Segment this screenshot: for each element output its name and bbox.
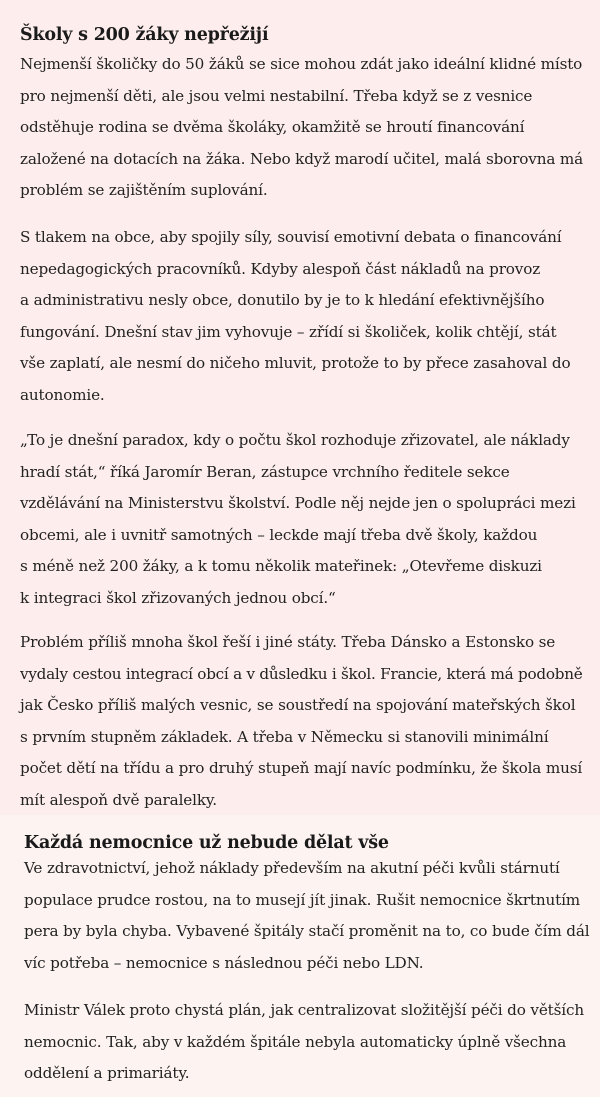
text-line: Nejmenší školičky do 50 žáků se sice mohou zdát jako ideální klidné místo [20, 55, 583, 73]
paragraph [20, 222, 586, 412]
text-line: fungování. Dnešní stav jim vyhovuje – zřídí si školiček, kolik chtějí, stát [20, 322, 557, 341]
text-line: s méně než 200 žáky, a k tomu několik mateřinek: „Otevřeme diskuzi [20, 557, 542, 576]
text-line: autonomie. [20, 385, 105, 404]
text-line: počet dětí na třídu a pro druhý stupeň mají navíc podmínku, že škola musí [20, 759, 583, 778]
section-heading: Školy s 200 žáky nepřežijí [20, 24, 269, 45]
section-hospitals [0, 815, 600, 1097]
paragraph [24, 853, 590, 979]
text-line: obcemi, ale i uvnitř samotných – leckde mají třeba dvě školy, každou [20, 525, 538, 544]
text-line: vzdělávání na Ministerstvu školství. Podle něj nejde jen o spolupráci mezi [20, 494, 576, 513]
text-line: nemocnic. Tak, aby v každém špitále nebyla automaticky úplně všechna [24, 1032, 567, 1051]
text-line: S tlakem na obce, aby spojily síly, souvisí emotivní debata o financování [20, 228, 562, 246]
text-line: k integraci škol zřizovaných jednou obcí.“ [20, 588, 336, 607]
text-line: pro nejmenší děti, ale jsou velmi nestabilní. Třeba když se z vesnice [20, 86, 533, 105]
text-line: odstěhuje rodina se dvěma školáky, okamžitě se hroutí financování [20, 118, 525, 137]
paragraph [20, 425, 586, 615]
text-line: víc potřeba – nemocnice s následnou péči nebo LDN. [24, 953, 424, 972]
text-line: „To je dnešní paradox, kdy o počtu škol rozhoduje zřizovatel, ale náklady [20, 431, 570, 449]
text-line: založené na dotacích na žáka. Nebo když marodí učitel, malá sborovna má [20, 149, 584, 168]
text-line: problém se zajištěním suplování. [20, 181, 268, 200]
section-heading: Každá nemocnice už nebude dělat vše [24, 832, 389, 853]
text-line: vše zaplatí, ale nesmí do ničeho mluvit, protože to by přece zasahoval do [20, 354, 571, 373]
text-line: populace prudce rostou, na to musejí jít jinak. Rušit nemocnice škrtnutím [24, 890, 581, 909]
text-line: oddělení a primariáty. [24, 1064, 190, 1083]
text-line: nepedagogických pracovníků. Kdyby alespoň část nákladů na provoz [20, 259, 541, 278]
text-line: hradí stát,“ říká Jaromír Beran, zástupce vrchního ředitele sekce [20, 462, 510, 481]
paragraph [24, 995, 590, 1090]
text-line: s prvním stupněm základek. A třeba v Německu si stanovili minimální [20, 727, 549, 746]
text-line: Ve zdravotnictví, jehož náklady především na akutní péči kvůli stárnutí [24, 859, 560, 877]
text-line: Problém příliš mnoha škol řeší i jiné státy. Třeba Dánsko a Estonsko se [20, 633, 556, 651]
text-line: Ministr Válek proto chystá plán, jak centralizovat složitější péči do větších [24, 1001, 584, 1019]
text-line: a administrativu nesly obce, donutilo by je to k hledání efektivnějšího [20, 291, 545, 310]
paragraph [20, 627, 586, 817]
text-line: mít alespoň dvě paralelky. [20, 790, 217, 809]
text-line: jak Česko příliš malých vesnic, se soustředí na spojování mateřských škol [20, 696, 576, 715]
text-line: vydaly cestou integrací obcí a v důsledku i škol. Francie, která má podobně [20, 664, 583, 683]
paragraph [20, 49, 586, 207]
text-line: pera by byla chyba. Vybavené špitály stačí proměnit na to, co bude čím dál [24, 922, 590, 941]
